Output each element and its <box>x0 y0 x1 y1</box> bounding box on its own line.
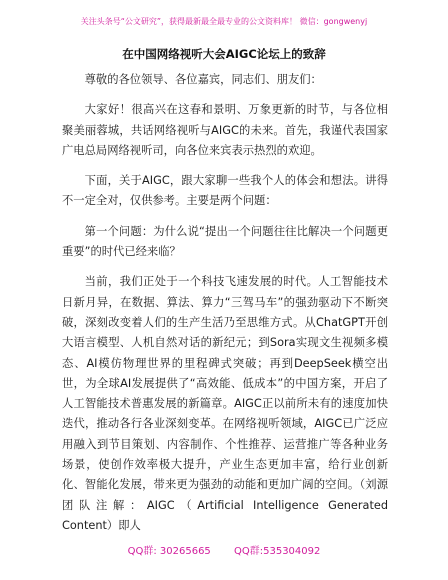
salutation: 尊敬的各位领导、各位嘉宾，同志们、朋友们： <box>84 73 322 86</box>
document-body <box>62 70 388 536</box>
document-title: 在中国网络视听大会AIGC论坛上的致辞 <box>122 47 326 61</box>
paragraph: 第一个问题：为什么说“提出一个问题往往比解决一个问题更重要”的时代已经来临？ <box>62 224 388 259</box>
paragraph: 当前，我们正处于一个科技飞速发展的时代。人工智能技术日新月异，在数据、算法、算力“三驾马车”的强劲驱动下不断突破，深刻改变着人们的生产生活乃至思维方式。从ChatGPT开创大语言模型、人机自然对话的新纪元；到Sora实现文生视频多模态、AI模仿物理世界的里程碑式突破；再到DeepSeek横空出世，为全球AI发展提供了“高效能、低成本”的中国方案，开启了人工智能技术普惠发展的新篇章。AIGC正以前所未有的速度加快迭代，推动各行各业深刻变革。在网络视听领域，AIGC已广泛应用融入到节目策划、内容制作、个性推荐、运营推广等各种业务场景，使创作效率极大提升，产业生态更加丰富，给行业创新化、智能化发展，带来更为强劲的动能和更加广阔的空间。（刘源团队注解：AIGC（Artificial Intelligence Generated Content）即人 <box>62 275 388 532</box>
header-banner: 关注头条号“公文研究”，获得最新最全最专业的公文资料库！ 微信：gongwenyj <box>80 17 368 26</box>
footer <box>0 542 448 557</box>
paragraph: 下面，关于AIGC，跟大家聊一些我个人的体会和想法。讲得不一定全对，仅供参考。主要是两个问题： <box>62 174 388 208</box>
footer-qq-group-1: QQ群: 30265665 <box>127 546 211 557</box>
footer-qq-group-2: QQ群:535304092 <box>234 546 321 557</box>
paragraph: 大家好！很高兴在这春和景明、万象更新的时节，与各位相聚美丽蓉城，共话网络视听与AIGC的未来。首先，我谨代表国家广电总局网络视听司，向各位来宾表示热烈的欢迎。 <box>62 103 388 157</box>
